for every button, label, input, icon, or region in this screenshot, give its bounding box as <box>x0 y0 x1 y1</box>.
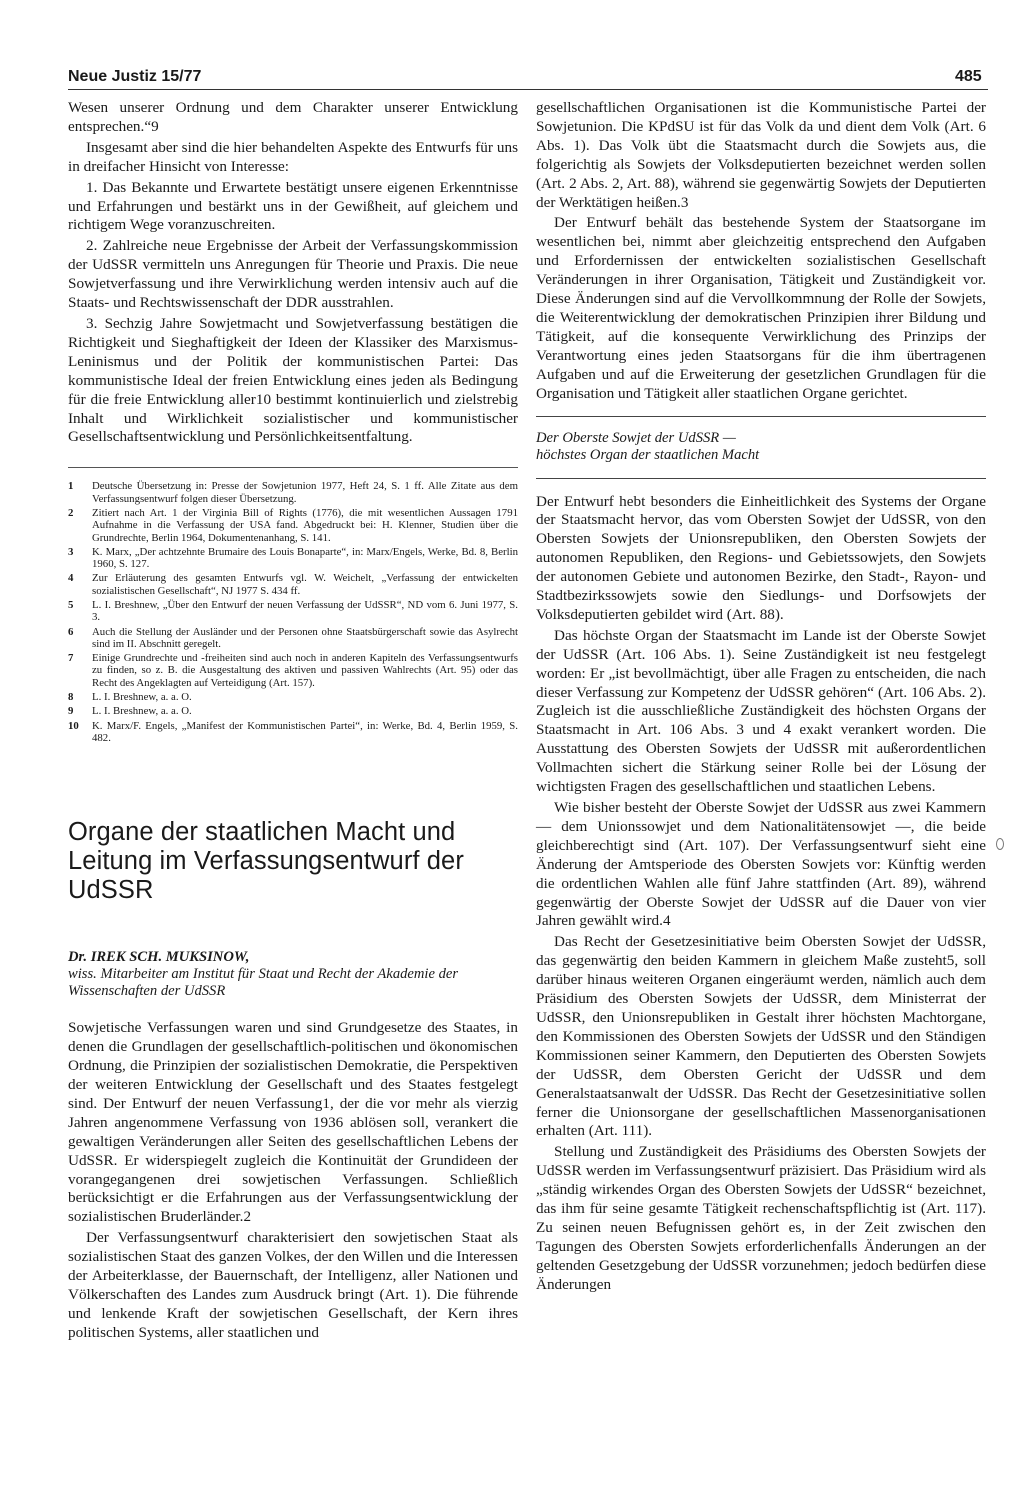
footnote-text: Zur Erläuterung des gesamten Entwurfs vgl. W. Weichelt, „Verfassung der entwickelten sozialistischen Gesellschaft“, NJ 1977 S. 434 ff. <box>92 572 518 597</box>
footnote <box>68 546 518 571</box>
section-heading-line: höchstes Organ der staatlichen Macht <box>536 446 760 463</box>
paragraph: Der Verfassungsentwurf charakterisiert den sowjetischen Staat als sozialistischen Staat des ganzen Volkes, der den Willen und die Interessen der Arbeiterklasse, der Bauernschaft, der Intelligenz, aller Nationen und Völkerschaften des Landes zum Ausdruck bringt (Art. 1). Die führende und lenkende Kraft der sowjetischen Gesellschaft, der Kern ihres politischen Systems, aller staatlichen und <box>68 1229 518 1341</box>
footnote <box>68 572 518 597</box>
footnote <box>68 720 518 745</box>
right-column <box>536 99 986 1297</box>
author-name: Dr. IREK SCH. MUKSINOW, <box>68 949 250 966</box>
footnote-text: K. Marx/F. Engels, „Manifest der Kommunistischen Partei“, in: Werke, Bd. 4, Berlin 1959, S. 482. <box>92 719 518 744</box>
footnote-text: Deutsche Übersetzung in: Presse der Sowjetunion 1977, Heft 24, S. 1 ff. Alle Zitate aus dem Verfassungsentwurf folgen dieser Übersetzung. <box>92 480 518 505</box>
margin-mark <box>996 838 1004 850</box>
footnote <box>68 507 518 544</box>
section-heading <box>536 430 986 464</box>
footnote-number: 6 <box>68 625 74 638</box>
footnote-text: Einige Grundrechte und -freiheiten sind auch noch in anderen Kapiteln des Verfassungsentwurfs zu finden, so z. B. die Ausgestaltung des aktiven und passiven Wahlrechts (Art. 95) oder das Recht des Angeklagten auf Verteidigung (Art. 157). <box>92 652 518 689</box>
paragraph: Der Entwurf hebt besonders die Einheitlichkeit des Systems der Organe der Staatsmacht hervor, das vom Obersten Sowjet der UdSSR, von den Obersten Sowjets der Unionsrepubliken, den Obersten Sowjets der autonomen Republiken, den Regions- und Gebietssowjets, den Sowjets der autonomen Gebiete und autonomen Bezirke, den Stadt-, Rayon- und Stadtbezirkssowjets sowie den Siedlungs- und Dorfsowjets der Volksdeputierten gebildet wird (Art. 88). <box>536 492 986 623</box>
running-header-journal: Neue Justiz 15/77 <box>68 68 202 85</box>
footnote-text: L. I. Breshnew, „Über den Entwurf der neuen Verfassung der UdSSR“, ND vom 6. Juni 1977, S. 3. <box>92 598 518 624</box>
footnote <box>68 705 518 717</box>
footnote-number: 10 <box>68 719 79 732</box>
footnote-text: Auch die Stellung der Ausländer und der Personen ohne Staatsbürgerschaft sowie das Asylrecht sind im II. Abschnitt geregelt. <box>92 625 518 650</box>
footnote <box>68 626 518 651</box>
page-number: 485 <box>955 68 982 85</box>
paragraph: Der Entwurf behält das bestehende System der Staatsorgane im wesentlichen bei, nimmt aber gleichzeitig entsprechend den Aufgaben und Erfordernissen der entwickelten sozialistischen Gesellschaft Veränderungen in ihrer Organisation, Tätigkeit und Zuständigkeit vor. Diese Änderungen sind auf die Vervollkommnung der Rolle der Sowjets, die Weiterentwicklung der demokratischen Prinzipien ihrer Bildung und Tätigkeit, auf die konsequente Verwirklichung des Prinzips der Verantwortung eines jeden Staatsorgans für die ihm übertragenen Aufgaben und auf die Erweiterung der gesetzlichen Grundlagen für die Organisation und Tätigkeit aller staatlichen Organe gerichtet. <box>536 214 986 402</box>
paragraph: gesellschaftlichen Organisationen ist die Kommunistische Partei der Sowjetunion. Die KPdSU ist für das Volk da und dient dem Volk (Art. 6 Abs. 1). Das Volk übt die Staatsmacht durch die Sowjets aus, die folgerichtig als Sowjets der Volksdeputierten bezeichnet werden sollen (Art. 2 Abs. 2, Art. 88), während sie gegenwärtig Sowjets der Deputierten der Werktätigen heißen.3 <box>536 99 986 211</box>
footnote-number: 2 <box>68 506 74 519</box>
footnote-number: 3 <box>68 545 74 558</box>
footnote-text: Zitiert nach Art. 1 der Virginia Bill of Rights (1776), die mit wesentlichen Aussagen 1791 Aufnahme in die Verfassung der USA fand. Abgedruckt bei: H. Klenner, Studien über die Grundrechte, Berlin 1964, Dokumentenanhang, S. 141. <box>92 506 518 544</box>
footnote-number: 4 <box>68 572 74 585</box>
footnote <box>68 691 518 703</box>
paragraph: Wesen unserer Ordnung und dem Charakter unserer Entwicklung entsprechen.“9 <box>68 99 518 135</box>
paragraph: Insgesamt aber sind die hier behandelten Aspekte des Entwurfs für uns in dreifacher Hinsicht von Interesse: <box>68 138 518 175</box>
footnotes <box>68 467 518 744</box>
author-affiliation: wiss. Mitarbeiter am Institut für Staat und Recht der Akademie der Wissenschaften der UdSSR <box>68 966 459 1000</box>
footnote-text: L. I. Breshnew, a. a. O. <box>92 705 192 718</box>
left-column <box>68 99 518 1345</box>
author-block <box>68 949 518 1000</box>
footnote-text: K. Marx, „Der achtzehnte Brumaire des Louis Bonaparte“, in: Marx/Engels, Werke, Bd. 8, Berlin 1960, S. 127. <box>92 545 518 571</box>
footnote <box>68 480 518 505</box>
footnote <box>68 599 518 624</box>
paragraph: Das höchste Organ der Staatsmacht im Lande ist der Oberste Sowjet der UdSSR (Art. 106 Abs. 1). Seine Zuständigkeit ist neu festgelegt worden: Er „ist bevollmächtigt, über alle Fragen zu entscheiden, die nach dieser Verfassung zur Kompetenz der UdSSR gehören“ (Art. 106 Abs. 2). Zugleich ist die ausschließliche Zuständigkeit des höchsten Organs der Staatsmacht in Art. 106 Abs. 3 und 4 exakt verankert worden. Die Ausstattung des Obersten Sowjets der UdSSR mit außerordentlichen Vollmachten sichert die Stärkung seiner Rolle bei der Lösung der wichtigsten Fragen des gesellschaftlichen und staatlichen Lebens. <box>536 626 986 796</box>
section-heading-line: Der Oberste Sowjet der UdSSR — <box>536 429 736 446</box>
footnote-number: 7 <box>68 652 74 665</box>
footnote-text: L. I. Breshnew, a. a. O. <box>92 691 192 704</box>
footnote-number: 5 <box>68 598 74 611</box>
header-divider <box>68 89 988 90</box>
article-title: Organe der staatlichen Macht und Leitung im Verfassungsentwurf der UdSSR <box>68 818 464 905</box>
numbered-paragraph: 3. Sechzig Jahre Sowjetmacht und Sowjetverfassung bestätigen die Richtigkeit und Sieghaftigkeit der Ideen der Klassiker des Marxismus-Leninismus und der Politik der kommunistischen Partei: Das kommunistische Ideal der freien Entwicklung eines jeden als Bedingung für die freie Entwicklung aller10 bestimmt kontinuierlich und zielstrebig Inhalt und Wirklichkeit sozialistischer und kommunistischer Gesellschaftsentwicklung und Persönlichkeitsentfaltung. <box>68 314 518 446</box>
paragraph: Das Recht der Gesetzesinitiative beim Obersten Sowjet der UdSSR, das gegenwärtig den beiden Kammern in gleichem Maße zusteht5, soll darüber hinaus weiteren Organen eingeräumt werden, nämlich auch dem Präsidium des Obersten Sowjets der UdSSR, dem Ministerrat der UdSSR, den Unionsrepubliken in Gestalt ihrer höchsten Machtorgane, den Kommissionen des Obersten Sowjets der UdSSR und den Ständigen Kommissionen seiner Kammern, den Deputierten des Obersten Sowjets der UdSSR, dem Obersten Gericht der UdSSR und dem Generalstaatsanwalt der UdSSR. Das Recht der Gesetzesinitiative sollen ferner die Unionsorgane der gesellschaftlichen Massenorganisationen erhalten (Art. 111). <box>536 933 986 1140</box>
numbered-paragraph: 2. Zahlreiche neue Ergebnisse der Arbeit der Verfassungskommission der UdSSR vermitteln uns Anregungen für Theorie und Praxis. Die neue Sowjetverfassung und ihre Verwirklichung werden intensiv auch auf die Staats- und Rechtswissenschaft der DDR ausstrahlen. <box>68 237 518 312</box>
section-divider <box>536 416 986 417</box>
paragraph: Wie bisher besteht der Oberste Sowjet der UdSSR aus zwei Kammern — dem Unionssowjet und dem Nationalitätensowjet —, die beide gleichberechtigt sind (Art. 107). Der Verfassungsentwurf sieht eine Änderung der Amtsperiode des Obersten Sowjets vor: Künftig werden die ordentlichen Wahlen alle fünf Jahre stattfinden (Art. 89), während gegenwärtig der Oberste Sowjet der UdSSR auf die Dauer von vier Jahren gewählt wird.4 <box>536 799 986 930</box>
footnote-number: 8 <box>68 691 74 704</box>
footnote-number: 9 <box>68 705 74 718</box>
paragraph: Stellung und Zuständigkeit des Präsidiums des Obersten Sowjets der UdSSR werden im Verfassungsentwurf präzisiert. Das Präsidium wird als „ständig wirkendes Organ des Obersten Sowjets der UdSSR“ bezeichnet, das ihm für seine gesamte Tätigkeit rechenschaftspflichtig ist (Art. 117). Zu seinen neuen Befugnissen gehört es, in der Zeit zwischen den Tagungen des Obersten Sowjets erforderlichenfalls Änderungen an der geltenden Gesetzgebung der UdSSR vorzunehmen; jedoch bedürfen diese Änderungen <box>536 1143 986 1293</box>
footnote-number: 1 <box>68 480 74 493</box>
numbered-paragraph: 1. Das Bekannte und Erwartete bestätigt unsere eigenen Erkenntnisse und Erfahrungen und bestärkt uns in der Gewißheit, auf gleichem und richtigem Wege voranzuschreiten. <box>68 178 518 234</box>
section-divider <box>536 478 986 479</box>
footnote <box>68 652 518 689</box>
paragraph: Sowjetische Verfassungen waren und sind Grundgesetze des Staates, in denen die Grundlagen der gesellschaftlich-politischen und ökonomischen Ordnung, die Prinzipien der sozialistischen Demokratie, die Perspektiven der weiteren Entwicklung der Gesellschaft und des Staates festgelegt sind. Der Entwurf der neuen Verfassung1, der die vor mehr als vierzig Jahren angenommene Verfassung von 1936 ablösen soll, verankert die gewaltigen Veränderungen aller Seiten des gesellschaftlichen Lebens der UdSSR. Er widerspiegelt zugleich die Kontinuität der Grundideen der vorangegangenen drei sowjetischen Verfassungen. Schließlich berücksichtigt er die Erfahrungen aus der Verfassungsentwicklung der sozialistischen Bruderländer.2 <box>68 1019 518 1226</box>
